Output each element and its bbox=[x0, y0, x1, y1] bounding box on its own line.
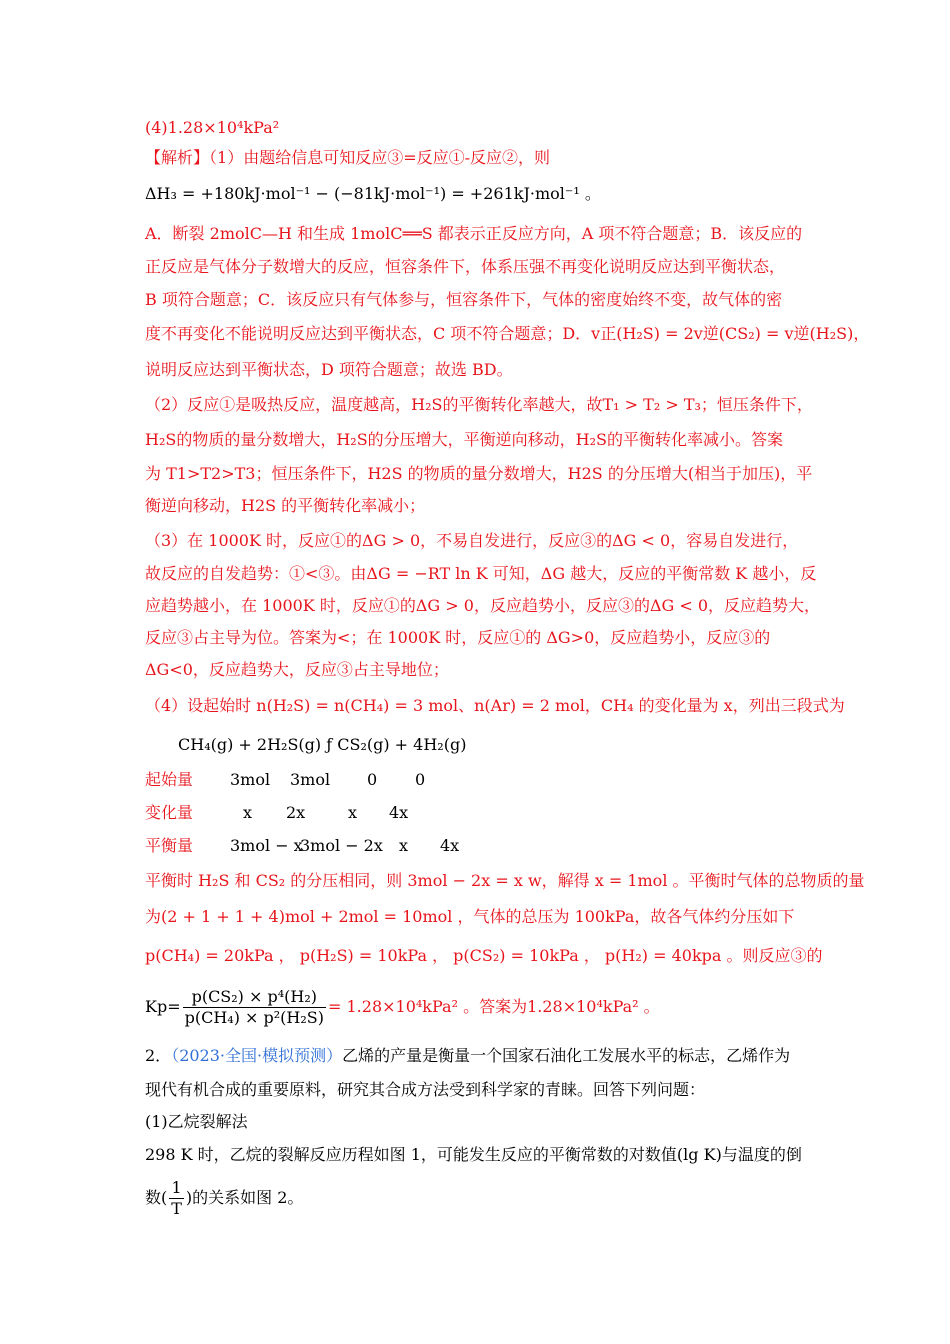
kp-numerator: p(CS₂) × p⁴(H₂) bbox=[183, 987, 326, 1008]
question-2-line-1 bbox=[145, 1044, 810, 1068]
analysis-p4-line-3: p(CH₄) = 20kPa ， p(H₂S) = 10kPa ， p(CS₂) = 10kPa ， p(H₂) = 40kpa 。则反应③的 bbox=[145, 946, 823, 965]
analysis-p1-line-5: 说明反应达到平衡状态，D 项符合题意；故选 BD。 bbox=[145, 360, 513, 379]
analysis-p3-line-5: ΔG<0，反应趋势大，反应③占主导地位； bbox=[145, 660, 449, 679]
reaction-equation: CH₄(g) + 2H₂S(g) ƒ CS₂(g) + 4H₂(g) bbox=[178, 735, 467, 754]
question-number: 2． bbox=[145, 1046, 172, 1065]
question-source: （2023·全国·模拟预测） bbox=[171, 1046, 343, 1065]
analysis-p4-intro: （4）设起始时 n(H₂S) = n(CH₄) = 3 mol、n(Ar) = 2 mol，CH₄ 的变化量为 x，列出三段式为 bbox=[145, 696, 845, 715]
analysis-p3-line-3: 应趋势越小，在 1000K 时，反应①的ΔG > 0，反应趋势小，反应③的ΔG < 0，反应趋势大， bbox=[145, 596, 821, 615]
analysis-p1-intro bbox=[145, 146, 810, 170]
cell-h2s: 2x bbox=[286, 803, 306, 822]
analysis-tag: 【解析】 bbox=[145, 148, 210, 167]
answer-4: (4)1.28×10⁴kPa² bbox=[145, 118, 280, 137]
analysis-p4-line-2: 为(2 + 1 + 1 + 4)mol + 2mol = 10mol ，气体的总压为 100kPa，故各气体约分压如下 bbox=[145, 907, 795, 926]
question-2-line-5 bbox=[145, 1174, 810, 1222]
analysis-p1-line-2: 正反应是气体分子数增大的反应，恒容条件下，体系压强不再变化说明反应达到平衡状态， bbox=[145, 257, 786, 276]
kp-expression bbox=[145, 982, 810, 1032]
cell-cs2: x bbox=[348, 803, 358, 822]
question-text-prefix: 数( bbox=[145, 1188, 168, 1207]
cell-h2: 0 bbox=[415, 770, 426, 789]
question-text-suffix: )的关系如图 2。 bbox=[185, 1188, 304, 1207]
analysis-p2-line-3: 为 T1>T2>T3；恒压条件下，H2S 的物质的量分数增大，H2S 的分压增大(相当于加压)，平 bbox=[145, 464, 813, 483]
row-label: 变化量 bbox=[145, 803, 194, 822]
analysis-p2-line-2: H₂S的物质的量分数增大，H₂S的分压增大，平衡逆向移动，H₂S的平衡转化率减小。答案 bbox=[145, 430, 783, 449]
question-text-1: 乙烯的产量是衡量一个国家石油化工发展水平的标志，乙烯作为 bbox=[342, 1046, 791, 1065]
cell-ch4: 3mol bbox=[230, 770, 271, 789]
analysis-p1-intro-text: （1）由题给信息可知反应③=反应①-反应②，则 bbox=[209, 148, 551, 167]
analysis-p4-line-1: 平衡时 H₂S 和 CS₂ 的分压相同，则 3mol − 2x = x w，解得 x = 1mol 。平衡时气体的总物质的量 bbox=[145, 871, 865, 890]
analysis-p3-line-4: 反应③占主导为位。答案为<；在 1000K 时，反应①的 ΔG>0，反应趋势小，反应③的 bbox=[145, 628, 771, 647]
row-label: 平衡量 bbox=[145, 836, 194, 855]
cell-h2s: 3mol bbox=[290, 770, 331, 789]
analysis-p1-equation: ΔH₃ = +180kJ·mol⁻¹ − (−81kJ·mol⁻¹) = +261kJ·mol⁻¹ 。 bbox=[145, 184, 601, 203]
analysis-p2-line-4: 衡逆向移动，H2S 的平衡转化率减小； bbox=[145, 496, 426, 515]
kp-denominator: p(CH₄) × p²(H₂S) bbox=[184, 1008, 324, 1027]
cell-h2s: 3mol − 2x bbox=[300, 836, 383, 855]
cell-cs2: 0 bbox=[367, 770, 378, 789]
cell-h2: 4x bbox=[440, 836, 460, 855]
cell-cs2: x bbox=[399, 836, 409, 855]
table-row-change bbox=[145, 801, 605, 825]
analysis-p2-line-1: （2）反应①是吸热反应，温度越高，H₂S的平衡转化率越大，故T₁ > T₂ > T₃；恒压条件下， bbox=[145, 395, 813, 414]
row-label: 起始量 bbox=[145, 770, 194, 789]
reciprocal-t-fraction bbox=[169, 1178, 184, 1219]
analysis-p3-line-2: 故反应的自发趋势：①<③。由ΔG = −RT ln K 可知，ΔG 越大，反应的平衡常数 K 越小，反 bbox=[145, 564, 817, 583]
table-row-equilibrium bbox=[145, 834, 605, 858]
analysis-p1-line-1: A．断裂 2molC—H 和生成 1molC══S 都表示正反应方向，A 项不符合题意；B．该反应的 bbox=[145, 224, 803, 243]
analysis-p1-line-3: B 项符合题意；C．该反应只有气体参与，恒容条件下，气体的密度始终不变，故气体的密 bbox=[145, 290, 783, 309]
analysis-p3-line-1: （3）在 1000K 时，反应①的ΔG > 0，不易自发进行，反应③的ΔG < 0，容易自发进行， bbox=[145, 531, 799, 550]
cell-ch4: x bbox=[243, 803, 253, 822]
question-2-line-2: 现代有机合成的重要原料，研究其合成方法受到科学家的青睐。回答下列问题： bbox=[145, 1080, 706, 1099]
analysis-p1-line-4: 度不再变化不能说明反应达到平衡状态，C 项不符合题意；D．v正(H₂S) = 2v逆(CS₂) = v逆(H₂S)， bbox=[145, 324, 870, 343]
table-row-initial bbox=[145, 768, 605, 792]
kp-fraction bbox=[183, 987, 326, 1028]
cell-h2: 4x bbox=[389, 803, 409, 822]
cell-ch4: 3mol − x bbox=[230, 836, 303, 855]
question-2-line-4: 298 K 时，乙烷的裂解反应历程如图 1，可能发生反应的平衡常数的对数值(lg K)与温度的倒 bbox=[145, 1145, 802, 1164]
question-2-line-3: (1)乙烷裂解法 bbox=[145, 1112, 248, 1131]
kp-result: = 1.28×10⁴kPa² 。答案为1.28×10⁴kPa² 。 bbox=[328, 997, 660, 1016]
fraction-denominator: T bbox=[171, 1199, 182, 1218]
fraction-numerator: 1 bbox=[169, 1178, 184, 1199]
kp-label: Kp= bbox=[145, 997, 181, 1016]
